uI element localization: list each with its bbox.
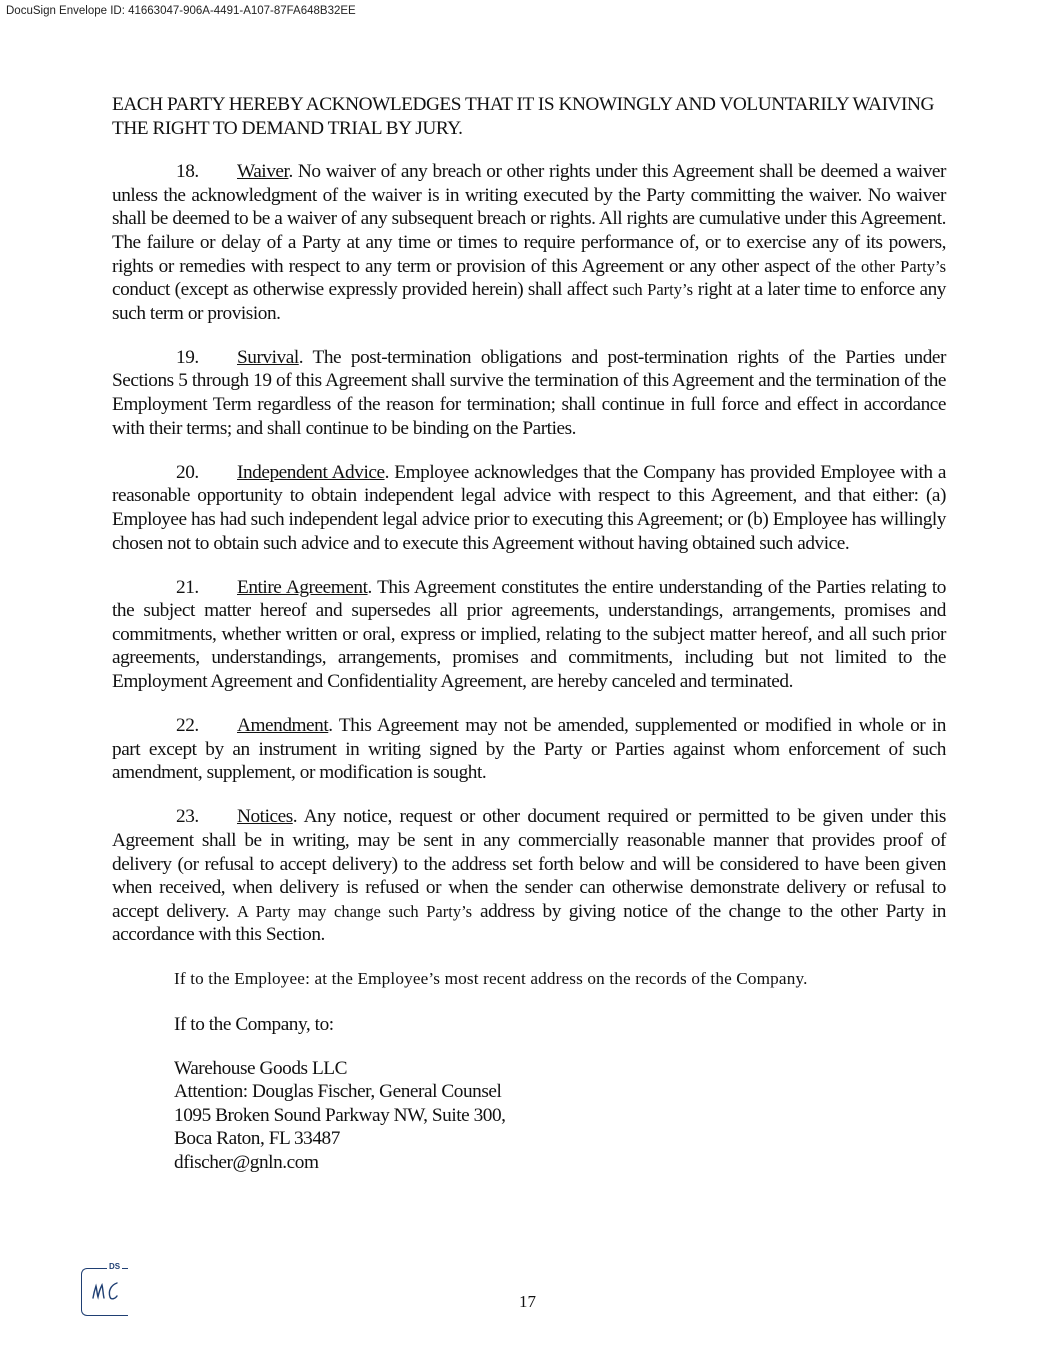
section-text: . This Agreement constitutes the entire understanding of the Parties relating to the subject matter hereof and supersedes all prior agreements, understandings, arrangements, promises and commitments, whether written or oral, express or implied, relating to the subject matter hereof, and all such prior agreements, understandings, arrangements, promises and commitments, including but not limited to the Employment Agreement and Confidentiality Agreement, are hereby canceled and terminated. xyxy=(112,576,946,692)
section-number: 23. xyxy=(176,806,199,828)
section-20-independent-advice xyxy=(112,461,946,555)
section-text: . The post-termination obligations and post-termination rights of the Parties under Sections 5 through 19 of this Agreement shall survive the termination of this Agreement and the termination of the Employment Term regardless of the reason for termination; shall continue in full force and effect in accordance with their terms; and shall continue to be binding on the Parties. xyxy=(112,346,946,439)
section-18-waiver xyxy=(112,160,946,325)
address-line-attention: Attention: Douglas Fischer, General Counsel xyxy=(174,1081,502,1103)
section-heading: Entire Agreement xyxy=(237,576,368,598)
address-line-city: Boca Raton, FL 33487 xyxy=(174,1128,340,1150)
section-heading: Survival xyxy=(237,346,299,368)
section-19-survival xyxy=(112,346,946,440)
section-text: . No waiver of any breach or other rights under this Agreement shall be deemed a waiver unless the acknowledgment of the waiver is in writing executed by the Party committing the waiver. No waiver shall be deemed to be a waiver of any subsequent breach or rights. All rights are cumulative under this Agreement. The failure or delay of a Party at any time or times to require performance of, or to exercise any of its powers, rights or remedies with respect to any term or provision of this Agreement or any other aspect of xyxy=(112,161,946,277)
address-line-email: dfischer@gnln.com xyxy=(174,1151,319,1173)
section-22-amendment xyxy=(112,714,946,785)
section-number: 20. xyxy=(176,461,199,483)
section-heading: Independent Advice xyxy=(237,461,385,483)
page-number: 17 xyxy=(519,1292,536,1311)
section-23-notices xyxy=(112,805,946,947)
notice-employee-line: If to the Employee: at the Employee’s most recent address on the records of the Company. xyxy=(174,969,808,989)
jury-waiver-clause: EACH PARTY HEREBY ACKNOWLEDGES THAT IT IS KNOWINGLY AND VOLUNTARILY WAIVING THE RIGHT TO DEMAND TRIAL BY JURY. xyxy=(112,94,934,139)
section-text: conduct (except as otherwise expressly provided herein) shall affect xyxy=(112,279,613,301)
section-number: 22. xyxy=(176,715,199,737)
section-text: right at a later time to enforce any such term or provision. xyxy=(112,279,946,324)
initials-ds-tag: DS xyxy=(109,1262,121,1271)
section-text-small: such Party’s xyxy=(612,280,694,300)
section-text: . Any notice, request or other document required or permitted to be given under this Agreement shall be in writing, may be sent in any commercially reasonable manner that provides proof of delivery (or refusal to accept delivery) to the address set forth below and will be considered to have been given when received, when delivery is refused or when the sender can otherwise demonstrate delivery or refusal to accept delivery. xyxy=(112,806,946,922)
address-line-company: Warehouse Goods LLC xyxy=(174,1057,348,1079)
docusign-envelope-id: DocuSign Envelope ID: 41663047-906A-4491-A107-87FA648B32EE xyxy=(6,5,356,17)
section-number: 19. xyxy=(176,346,199,368)
section-text-small: the other Party’s xyxy=(835,256,946,276)
document-page xyxy=(112,93,946,1175)
section-text-small: A Party may change such Party’s xyxy=(236,901,473,921)
address-line-street: 1095 Broken Sound Parkway NW, Suite 300, xyxy=(174,1104,506,1126)
section-21-entire-agreement xyxy=(112,576,946,694)
section-heading: Amendment xyxy=(237,715,329,737)
section-number: 21. xyxy=(176,576,199,598)
section-heading: Notices xyxy=(237,806,293,828)
section-text: address by giving notice of the change to the other Party in accordance with this Section. xyxy=(112,900,946,946)
notice-company-line: If to the Company, to: xyxy=(174,1014,334,1035)
section-number: 18. xyxy=(176,161,199,183)
company-address-block xyxy=(174,1057,946,1175)
section-text: . This Agreement may not be amended, supplemented or modified in whole or in part except by an instrument in writing signed by the Party or Parties against whom enforcement of such amendment, supplement, or modification is sought. xyxy=(112,715,946,784)
section-text: . Employee acknowledges that the Company has provided Employee with a reasonable opportunity to obtain independent legal advice with respect to this Agreement, and that either: (a) Employee has had such independent legal advice prior to executing this Agreement; or (b) Employee has willingly chosen not to obtain such advice and to execute this Agreement without having obtained such advice. xyxy=(112,461,946,554)
section-heading: Waiver xyxy=(237,161,289,183)
